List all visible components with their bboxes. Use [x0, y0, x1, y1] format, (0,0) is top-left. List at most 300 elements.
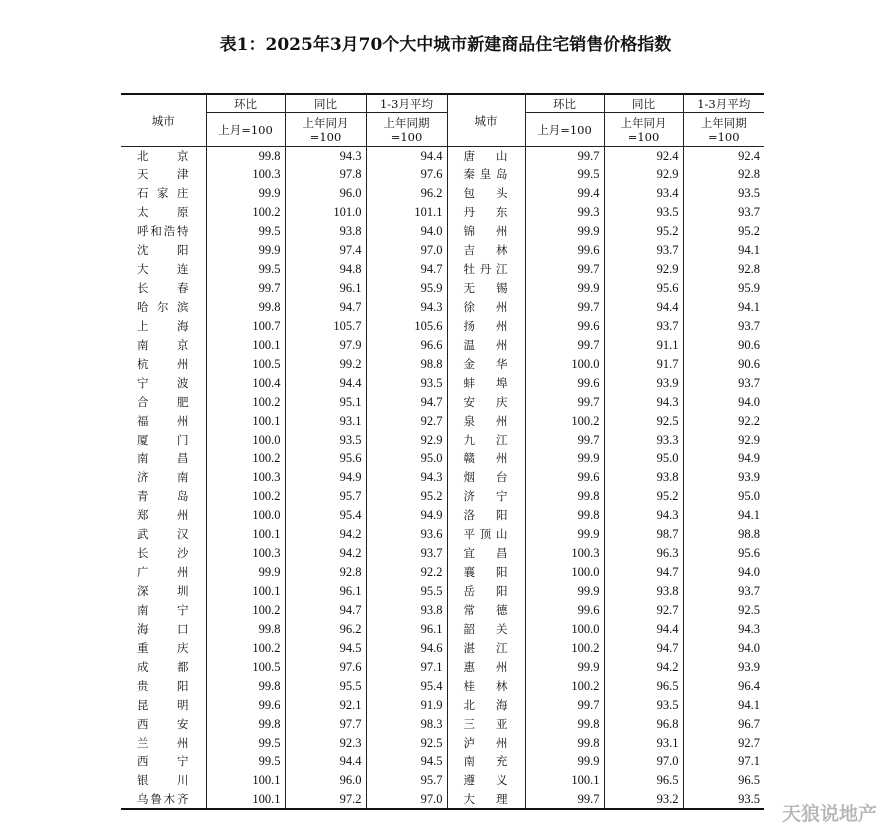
yoy-left-cell: 94.3: [285, 147, 366, 166]
yoy-left-cell: 97.7: [285, 715, 366, 734]
yoy-left-cell: 92.3: [285, 734, 366, 753]
avg-right-cell: 92.2: [738, 413, 760, 428]
mom-left-cell: 99.6: [206, 696, 285, 715]
city-right-cell: 唐山: [447, 147, 525, 166]
yoy-left-cell: 94.9: [285, 468, 366, 487]
city-right-cell: 桂林: [447, 677, 525, 696]
avg-left-cell: 105.6: [366, 317, 447, 336]
city-left-cell: 宁波: [121, 374, 206, 393]
yoy-right-cell: 91.1: [604, 336, 683, 355]
city-right-cell: 南充: [447, 753, 525, 772]
city-left-cell: 银川: [121, 771, 206, 790]
table-row: [121, 374, 764, 393]
yoy-right-cell: 94.4: [604, 298, 683, 317]
yoy-left-cell: 95.4: [285, 506, 366, 525]
city-left-cell: 厦门: [121, 431, 206, 450]
table-row: [121, 734, 764, 753]
yoy-right-cell: 94.7: [604, 639, 683, 658]
table-row: [121, 260, 764, 279]
city-left-cell: 深圳: [121, 582, 206, 601]
city-right-cell: 赣州: [447, 450, 525, 469]
avg-right-cell: 92.7: [738, 735, 760, 750]
avg-right-cell: 94.1: [738, 697, 760, 712]
mom-right-cell: 99.3: [525, 203, 604, 222]
avg-left-cell: 93.6: [366, 525, 447, 544]
table-row: [121, 222, 764, 241]
mom-right-cell: 99.8: [525, 734, 604, 753]
city-right-cell: 韶关: [447, 620, 525, 639]
mom-right-cell: 99.8: [525, 715, 604, 734]
city-left-cell: 长沙: [121, 544, 206, 563]
table-row: [121, 393, 764, 412]
header-mom-base-right: 上月=100: [525, 113, 604, 147]
city-left-cell: 南京: [121, 336, 206, 355]
avg-right-cell: 94.0: [738, 565, 760, 580]
avg-left-cell: 95.5: [366, 582, 447, 601]
mom-right-cell: 99.6: [525, 601, 604, 620]
mom-right-cell: 99.7: [525, 298, 604, 317]
city-right-cell: 锦州: [447, 222, 525, 241]
table-row: [121, 487, 764, 506]
mom-right-cell: 100.0: [525, 620, 604, 639]
avg-left-cell: 101.1: [366, 203, 447, 222]
avg-right-cell: 94.0: [738, 394, 760, 409]
header-yoy-left: 同比: [285, 94, 366, 113]
table-row: [121, 279, 764, 298]
city-left-cell: 昆明: [121, 696, 206, 715]
mom-left-cell: 99.8: [206, 147, 285, 166]
table-row: [121, 184, 764, 203]
city-left-cell: 北京: [121, 147, 206, 166]
avg-right-cell: 93.5: [738, 791, 760, 806]
city-right-cell: 襄阳: [447, 563, 525, 582]
mom-left-cell: 100.1: [206, 412, 285, 431]
mom-right-cell: 99.7: [525, 336, 604, 355]
yoy-right-cell: 92.9: [604, 165, 683, 184]
city-left-cell: 哈尔滨: [121, 298, 206, 317]
mom-right-cell: 99.9: [525, 222, 604, 241]
avg-left-cell: 94.3: [366, 298, 447, 317]
table-row: [121, 715, 764, 734]
avg-left-cell: 94.9: [366, 506, 447, 525]
table-row: [121, 753, 764, 772]
mom-left-cell: 100.4: [206, 374, 285, 393]
mom-right-cell: 100.1: [525, 771, 604, 790]
city-left-cell: 兰州: [121, 734, 206, 753]
header-yoy-base-line2: =100: [627, 129, 660, 144]
header-avg-base-right: [683, 113, 764, 147]
mom-left-cell: 100.0: [206, 506, 285, 525]
table-row: [121, 317, 764, 336]
city-left-cell: 天津: [121, 165, 206, 184]
avg-right-cell: 93.9: [738, 659, 760, 674]
avg-left-cell: 95.4: [366, 677, 447, 696]
avg-right-cell: 94.1: [738, 508, 760, 523]
city-right-cell: 济宁: [447, 487, 525, 506]
header-mom-base-left: 上月=100: [206, 113, 285, 147]
header-avg-base-left: [366, 113, 447, 147]
yoy-left-cell: 105.7: [285, 317, 366, 336]
mom-left-cell: 99.8: [206, 677, 285, 696]
yoy-left-cell: 93.5: [285, 431, 366, 450]
city-right-cell: 徐州: [447, 298, 525, 317]
mom-right-cell: 99.9: [525, 658, 604, 677]
header-yoy-base-right: [604, 113, 683, 147]
city-right-cell: 三亚: [447, 715, 525, 734]
table-row: [121, 696, 764, 715]
yoy-left-cell: 101.0: [285, 203, 366, 222]
avg-left-cell: 94.5: [366, 753, 447, 772]
table-header: [121, 94, 764, 147]
yoy-left-cell: 97.2: [285, 790, 366, 809]
mom-right-cell: 99.7: [525, 431, 604, 450]
avg-right-cell: 95.2: [738, 224, 760, 239]
yoy-right-cell: 92.4: [604, 147, 683, 166]
header-yoy-right: 同比: [604, 94, 683, 113]
avg-right-cell: 94.9: [738, 451, 760, 466]
mom-left-cell: 99.5: [206, 222, 285, 241]
mom-left-cell: 99.5: [206, 260, 285, 279]
mom-right-cell: 99.6: [525, 317, 604, 336]
table-row: [121, 241, 764, 260]
avg-left-cell: 94.3: [366, 468, 447, 487]
table-row: [121, 355, 764, 374]
city-right-cell: 烟台: [447, 468, 525, 487]
yoy-left-cell: 97.9: [285, 336, 366, 355]
table-row: [121, 298, 764, 317]
mom-right-cell: 99.9: [525, 525, 604, 544]
mom-left-cell: 99.7: [206, 279, 285, 298]
yoy-left-cell: 94.4: [285, 374, 366, 393]
avg-left-cell: 94.4: [366, 147, 447, 166]
city-left-cell: 福州: [121, 412, 206, 431]
city-left-cell: 呼和浩特: [121, 222, 206, 241]
table-row: [121, 563, 764, 582]
city-right-cell: 泸州: [447, 734, 525, 753]
avg-left-cell: 97.6: [366, 165, 447, 184]
yoy-left-cell: 93.1: [285, 412, 366, 431]
avg-right-cell: 95.9: [738, 281, 760, 296]
avg-left-cell: 95.0: [366, 450, 447, 469]
yoy-left-cell: 99.2: [285, 355, 366, 374]
yoy-right-cell: 95.6: [604, 279, 683, 298]
avg-right-cell: 95.6: [738, 546, 760, 561]
avg-left-cell: 97.0: [366, 790, 447, 809]
table-row: [121, 601, 764, 620]
yoy-right-cell: 93.3: [604, 431, 683, 450]
table-row: [121, 450, 764, 469]
city-left-cell: 石家庄: [121, 184, 206, 203]
header-avg-left: 1-3月平均: [366, 94, 447, 113]
city-left-cell: 贵阳: [121, 677, 206, 696]
header-mom-left: 环比: [206, 94, 285, 113]
yoy-right-cell: 93.8: [604, 468, 683, 487]
yoy-left-cell: 94.8: [285, 260, 366, 279]
header-city-right: 城市: [447, 94, 525, 147]
avg-right-cell: 94.1: [738, 243, 760, 258]
city-left-cell: 上海: [121, 317, 206, 336]
city-left-cell: 大连: [121, 260, 206, 279]
table-row: [121, 165, 764, 184]
yoy-right-cell: 96.8: [604, 715, 683, 734]
city-right-cell: 金华: [447, 355, 525, 374]
yoy-left-cell: 94.4: [285, 753, 366, 772]
city-right-cell: 常德: [447, 601, 525, 620]
avg-left-cell: 96.2: [366, 184, 447, 203]
table-row: [121, 639, 764, 658]
avg-left-cell: 94.7: [366, 260, 447, 279]
table-row: [121, 468, 764, 487]
table-row: [121, 658, 764, 677]
mom-right-cell: 99.7: [525, 393, 604, 412]
city-left-cell: 合肥: [121, 393, 206, 412]
avg-left-cell: 93.8: [366, 601, 447, 620]
mom-left-cell: 100.1: [206, 336, 285, 355]
table-row: [121, 506, 764, 525]
city-left-cell: 武汉: [121, 525, 206, 544]
city-right-cell: 牡丹江: [447, 260, 525, 279]
city-right-cell: 洛阳: [447, 506, 525, 525]
mom-right-cell: 99.8: [525, 487, 604, 506]
avg-left-cell: 91.9: [366, 696, 447, 715]
mom-left-cell: 99.9: [206, 241, 285, 260]
mom-left-cell: 100.2: [206, 639, 285, 658]
mom-right-cell: 99.9: [525, 582, 604, 601]
mom-left-cell: 99.9: [206, 563, 285, 582]
mom-left-cell: 100.1: [206, 525, 285, 544]
yoy-right-cell: 92.7: [604, 601, 683, 620]
city-left-cell: 济南: [121, 468, 206, 487]
header-avg-base-line2: =100: [390, 129, 423, 144]
city-left-cell: 长春: [121, 279, 206, 298]
city-right-cell: 温州: [447, 336, 525, 355]
mom-left-cell: 100.5: [206, 355, 285, 374]
table-row: [121, 431, 764, 450]
mom-left-cell: 100.2: [206, 203, 285, 222]
avg-right-cell: 90.6: [738, 337, 760, 352]
avg-right-cell: 93.7: [738, 318, 760, 333]
yoy-left-cell: 94.7: [285, 601, 366, 620]
mom-right-cell: 100.2: [525, 412, 604, 431]
header-avg-base-line1: 上年同期: [383, 115, 430, 130]
yoy-left-cell: 96.1: [285, 582, 366, 601]
yoy-left-cell: 94.5: [285, 639, 366, 658]
avg-left-cell: 92.2: [366, 563, 447, 582]
yoy-left-cell: 96.0: [285, 184, 366, 203]
city-left-cell: 西宁: [121, 753, 206, 772]
avg-right-cell: 94.0: [738, 640, 760, 655]
avg-right-cell: 92.9: [738, 432, 760, 447]
yoy-left-cell: 94.7: [285, 298, 366, 317]
table-row: [121, 677, 764, 696]
table-row: [121, 525, 764, 544]
yoy-right-cell: 94.2: [604, 658, 683, 677]
city-right-cell: 岳阳: [447, 582, 525, 601]
city-left-cell: 广州: [121, 563, 206, 582]
avg-left-cell: 97.0: [366, 241, 447, 260]
avg-right-cell: 93.9: [738, 470, 760, 485]
yoy-left-cell: 95.1: [285, 393, 366, 412]
watermark-text: 天狼说地产: [781, 803, 877, 825]
mom-right-cell: 99.6: [525, 241, 604, 260]
avg-left-cell: 92.5: [366, 734, 447, 753]
yoy-right-cell: 93.2: [604, 790, 683, 809]
avg-left-cell: 92.9: [366, 431, 447, 450]
avg-right-cell: 97.1: [738, 754, 760, 769]
city-right-cell: 无锡: [447, 279, 525, 298]
avg-right-cell: 93.7: [738, 584, 760, 599]
mom-right-cell: 99.7: [525, 147, 604, 166]
avg-left-cell: 98.8: [366, 355, 447, 374]
city-left-cell: 西安: [121, 715, 206, 734]
yoy-right-cell: 94.3: [604, 393, 683, 412]
city-right-cell: 安庆: [447, 393, 525, 412]
city-right-cell: 丹东: [447, 203, 525, 222]
yoy-right-cell: 93.4: [604, 184, 683, 203]
avg-right-cell: 90.6: [738, 356, 760, 371]
avg-right-cell: 93.7: [738, 205, 760, 220]
avg-left-cell: 94.7: [366, 393, 447, 412]
avg-left-cell: 94.6: [366, 639, 447, 658]
avg-right-cell: 94.1: [738, 299, 760, 314]
mom-left-cell: 100.3: [206, 544, 285, 563]
mom-left-cell: 100.0: [206, 431, 285, 450]
avg-right-cell: 96.5: [738, 773, 760, 788]
yoy-left-cell: 96.2: [285, 620, 366, 639]
city-left-cell: 海口: [121, 620, 206, 639]
yoy-right-cell: 93.1: [604, 734, 683, 753]
mom-left-cell: 100.2: [206, 601, 285, 620]
header-yoy-base-left: [285, 113, 366, 147]
yoy-right-cell: 98.7: [604, 525, 683, 544]
mom-right-cell: 99.6: [525, 374, 604, 393]
yoy-right-cell: 94.4: [604, 620, 683, 639]
city-right-cell: 扬州: [447, 317, 525, 336]
yoy-left-cell: 95.7: [285, 487, 366, 506]
header-avg-base-line1: 上年同期: [700, 115, 747, 130]
mom-left-cell: 100.5: [206, 658, 285, 677]
city-right-cell: 惠州: [447, 658, 525, 677]
avg-right-cell: 92.8: [738, 262, 760, 277]
header-yoy-base-line2: =100: [309, 129, 342, 144]
city-right-cell: 吉林: [447, 241, 525, 260]
yoy-left-cell: 96.1: [285, 279, 366, 298]
yoy-right-cell: 93.7: [604, 241, 683, 260]
table-row: [121, 336, 764, 355]
yoy-left-cell: 92.1: [285, 696, 366, 715]
mom-left-cell: 100.3: [206, 468, 285, 487]
header-mom-right: 环比: [525, 94, 604, 113]
mom-left-cell: 100.1: [206, 582, 285, 601]
mom-left-cell: 100.7: [206, 317, 285, 336]
city-right-cell: 湛江: [447, 639, 525, 658]
avg-right-cell: 98.8: [738, 527, 760, 542]
header-yoy-base-line1: 上年同月: [620, 115, 667, 130]
city-left-cell: 成都: [121, 658, 206, 677]
mom-left-cell: 99.8: [206, 298, 285, 317]
city-left-cell: 沈阳: [121, 241, 206, 260]
city-right-cell: 平顶山: [447, 525, 525, 544]
table-row: [121, 582, 764, 601]
mom-right-cell: 100.0: [525, 355, 604, 374]
header-avg-right: 1-3月平均: [683, 94, 764, 113]
avg-left-cell: 95.7: [366, 771, 447, 790]
avg-right-cell: 93.7: [738, 375, 760, 390]
mom-left-cell: 99.8: [206, 620, 285, 639]
city-right-cell: 遵义: [447, 771, 525, 790]
mom-left-cell: 100.3: [206, 165, 285, 184]
mom-right-cell: 99.7: [525, 790, 604, 809]
table-row: [121, 544, 764, 563]
avg-left-cell: 96.1: [366, 620, 447, 639]
mom-left-cell: 100.1: [206, 790, 285, 809]
yoy-right-cell: 96.5: [604, 771, 683, 790]
mom-right-cell: 99.6: [525, 468, 604, 487]
mom-right-cell: 99.4: [525, 184, 604, 203]
mom-left-cell: 100.2: [206, 393, 285, 412]
mom-right-cell: 99.8: [525, 506, 604, 525]
city-left-cell: 乌鲁木齐: [121, 790, 206, 809]
table-row: [121, 790, 764, 809]
yoy-left-cell: 93.8: [285, 222, 366, 241]
yoy-right-cell: 93.9: [604, 374, 683, 393]
mom-right-cell: 100.3: [525, 544, 604, 563]
header-yoy-base-line1: 上年同月: [302, 115, 349, 130]
avg-right-cell: 94.3: [738, 621, 760, 636]
yoy-right-cell: 92.5: [604, 412, 683, 431]
mom-right-cell: 99.9: [525, 279, 604, 298]
avg-right-cell: 92.5: [738, 602, 760, 617]
avg-right-cell: 93.5: [738, 186, 760, 201]
yoy-left-cell: 94.2: [285, 544, 366, 563]
avg-right-cell: 95.0: [738, 489, 760, 504]
avg-right-cell: 96.7: [738, 716, 760, 731]
avg-right-cell: 92.4: [738, 148, 760, 163]
table-row: [121, 147, 764, 166]
yoy-right-cell: 96.3: [604, 544, 683, 563]
yoy-right-cell: 93.8: [604, 582, 683, 601]
mom-right-cell: 99.9: [525, 450, 604, 469]
city-right-cell: 秦皇岛: [447, 165, 525, 184]
yoy-left-cell: 92.8: [285, 563, 366, 582]
page-title: 表1：2025年3月70个大中城市新建商品住宅销售价格指数: [219, 35, 672, 55]
yoy-left-cell: 95.5: [285, 677, 366, 696]
city-left-cell: 太原: [121, 203, 206, 222]
header-city-left: 城市: [121, 94, 206, 147]
table-body: [121, 147, 764, 810]
city-right-cell: 蚌埠: [447, 374, 525, 393]
mom-right-cell: 100.2: [525, 677, 604, 696]
yoy-left-cell: 94.2: [285, 525, 366, 544]
city-left-cell: 郑州: [121, 506, 206, 525]
city-right-cell: 大理: [447, 790, 525, 809]
yoy-left-cell: 97.8: [285, 165, 366, 184]
city-left-cell: 南昌: [121, 450, 206, 469]
city-right-cell: 北海: [447, 696, 525, 715]
city-right-cell: 泉州: [447, 412, 525, 431]
avg-left-cell: 95.2: [366, 487, 447, 506]
yoy-right-cell: 91.7: [604, 355, 683, 374]
city-left-cell: 重庆: [121, 639, 206, 658]
avg-left-cell: 94.0: [366, 222, 447, 241]
yoy-right-cell: 95.2: [604, 222, 683, 241]
avg-left-cell: 98.3: [366, 715, 447, 734]
mom-left-cell: 100.1: [206, 771, 285, 790]
city-right-cell: 宜昌: [447, 544, 525, 563]
table-row: [121, 771, 764, 790]
yoy-left-cell: 97.4: [285, 241, 366, 260]
yoy-right-cell: 93.7: [604, 317, 683, 336]
